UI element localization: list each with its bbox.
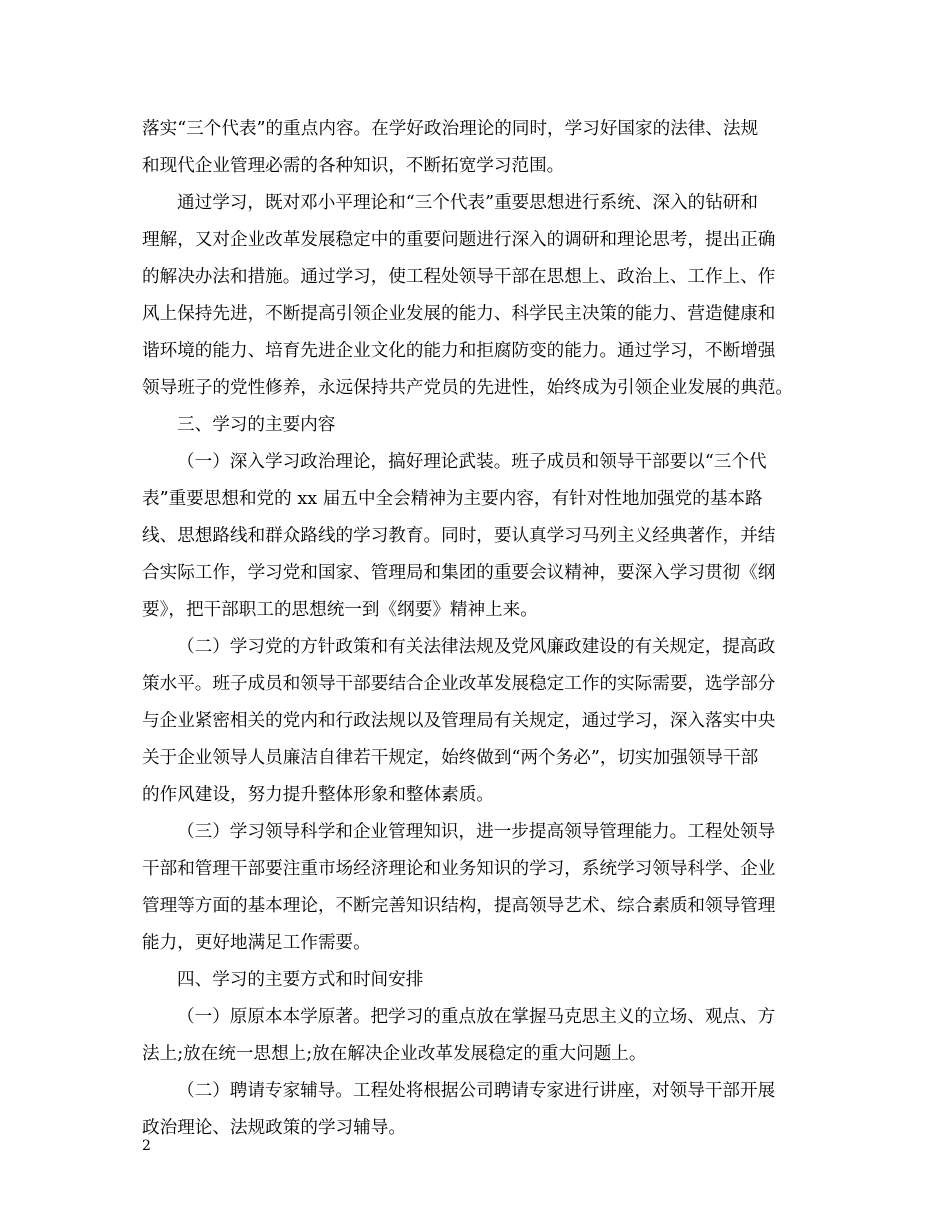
text-line: （一）原原本本学原著。把学习的重点放在掌握马克思主义的立场、观点、方 <box>177 1007 776 1027</box>
text-line: 风上保持先进，不断提高引领企业发展的能力、科学民主决策的能力、营造健康和 <box>142 304 776 324</box>
section-heading: 三、学习的主要内容 <box>177 415 336 435</box>
text-line: 和现代企业管理必需的各种知识，不断拓宽学习范围。 <box>142 156 565 176</box>
text-line: （二）学习党的方针政策和有关法律法规及党风廉政建设的有关规定，提高政 <box>177 637 776 657</box>
section-heading: 四、学习的主要方式和时间安排 <box>177 970 424 990</box>
text-line: 与企业紧密相关的党内和行政法规以及管理局有关规定，通过学习，深入落实中央 <box>142 711 776 731</box>
text-line: 管理等方面的基本理论，不断完善知识结构，提高领导艺术、综合素质和领导管理 <box>142 896 776 916</box>
text-line: 的解决办法和措施。通过学习，使工程处领导干部在思想上、政治上、工作上、作 <box>142 267 776 287</box>
section-heading-main-content <box>142 407 822 444</box>
text-line: 策水平。班子成员和领导干部要结合企业改革发展稳定工作的实际需要，选学部分 <box>142 674 776 694</box>
text-line: 合实际工作，学习党和国家、管理局和集团的重要会议精神，要深入学习贯彻《纲 <box>142 563 776 583</box>
text-line: 领导班子的党性修养，永远保持共产党员的先进性，始终成为引领企业发展的典范。 <box>142 378 793 398</box>
text-line: 关于企业领导人员廉洁自律若干规定，始终做到“两个务必”，切实加强领导干部 <box>142 748 759 768</box>
section-heading-methods-schedule <box>142 962 822 999</box>
document-body <box>142 111 822 1147</box>
text-line: 的作风建设，努力提升整体形象和整体素质。 <box>142 785 494 805</box>
text-line: 要》，把干部职工的思想统一到《纲要》精神上来。 <box>142 600 538 620</box>
paragraph-expert-guidance <box>142 1073 822 1147</box>
text-line: 能力，更好地满足工作需要。 <box>142 933 371 953</box>
text-line: （二）聘请专家辅导。工程处将根据公司聘请专家进行讲座，对领导干部开展 <box>177 1081 776 1101</box>
text-line: 表”重要思想和党的 xx 届五中全会精神为主要内容，有针对性地加强党的基本路 <box>142 489 763 509</box>
text-line: 政治理论、法规政策的学习辅导。 <box>142 1118 406 1138</box>
paragraph-intro-continued <box>142 111 822 185</box>
text-line: 法上;放在统一思想上;放在解决企业改革发展稳定的重大问题上。 <box>142 1044 647 1064</box>
text-line: （三）学习领导科学和企业管理知识，进一步提高领导管理能力。工程处领导 <box>177 822 776 842</box>
page-number: 2 <box>142 1138 151 1154</box>
paragraph-original-works <box>142 999 822 1073</box>
text-line: 谐环境的能力、培育先进企业文化的能力和拒腐防变的能力。通过学习，不断增强 <box>142 341 776 361</box>
text-line: 落实“三个代表”的重点内容。在学好政治理论的同时，学习好国家的法律、法规 <box>142 119 759 139</box>
text-line: 理解，又对企业改革发展稳定中的重要问题进行深入的调研和理论思考，提出正确 <box>142 230 776 250</box>
text-line: （一）深入学习政治理论，搞好理论武装。班子成员和领导干部要以“三个代 <box>177 452 767 472</box>
paragraph-learning-purpose <box>142 185 822 407</box>
paragraph-political-theory <box>142 444 822 629</box>
text-line: 线、思想路线和群众路线的学习教育。同时，要认真学习马列主义经典著作，并结 <box>142 526 776 546</box>
text-line: 干部和管理干部要注重市场经济理论和业务知识的学习，系统学习领导科学、企业 <box>142 859 776 879</box>
paragraph-policy-regulations <box>142 629 822 814</box>
text-line: 通过学习，既对邓小平理论和“三个代表”重要思想进行系统、深入的钻研和 <box>177 193 758 213</box>
paragraph-leadership-management <box>142 814 822 962</box>
